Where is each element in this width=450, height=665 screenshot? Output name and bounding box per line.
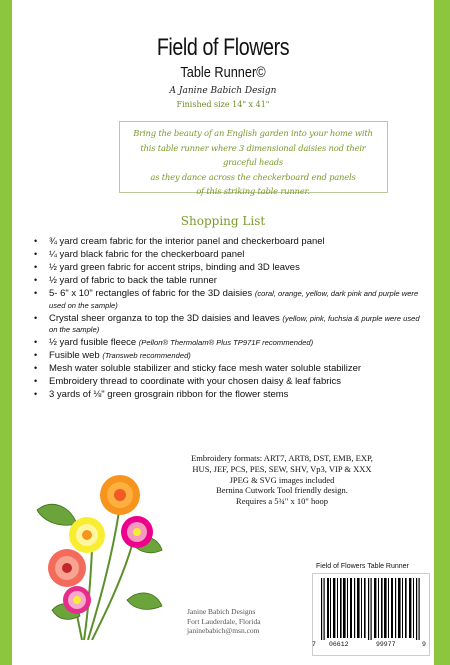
intro-line: Bring the beauty of an English garden into your home with <box>133 128 373 138</box>
bullet-icon: • <box>34 236 38 246</box>
bullet-icon: • <box>34 389 38 399</box>
list-item <box>32 275 427 287</box>
bullet-icon: • <box>34 312 38 323</box>
item-note: (yellow, pink, fuchsia & purple were used on the sample) <box>49 313 420 334</box>
daisy-pink <box>121 516 153 548</box>
item-text: ¼ yard black fabric for the checkerboard panel <box>49 249 245 260</box>
formats-line: Embroidery formats: ART7, ART8, DST, EMB, EXP, <box>191 453 373 463</box>
list-item <box>32 262 427 274</box>
daisy-coral <box>48 549 86 587</box>
bullet-icon: • <box>34 275 38 285</box>
list-item <box>32 389 427 401</box>
company-name: Janine Babich Designs <box>187 607 256 616</box>
daisy-center <box>82 530 92 540</box>
item-text: ¾ yard cream fabric for the interior panel and checkerboard panel <box>49 236 325 247</box>
bullet-icon: • <box>34 288 38 298</box>
bullet-icon: • <box>34 363 38 373</box>
barcode-group-1: 06612 <box>329 641 349 648</box>
barcode-digit-first: 7 <box>312 641 316 648</box>
leaf-shape <box>127 593 162 609</box>
daisy-center <box>62 563 72 573</box>
bullet-icon: • <box>34 376 38 386</box>
page <box>12 0 434 665</box>
list-item <box>32 249 427 261</box>
designer-credit: A Janine Babich Design <box>169 86 277 96</box>
intro-line: this table runner where 3 dimensional daisies nod their graceful heads <box>140 142 366 167</box>
list-item <box>32 313 427 336</box>
list-item <box>32 376 427 388</box>
formats-line: Bernina Cutwork Tool friendly design. <box>216 485 348 496</box>
list-item <box>32 363 427 375</box>
shopping-list <box>32 236 427 402</box>
formats-line: JPEG & SVG images included <box>229 474 335 485</box>
bullet-icon: • <box>34 350 38 360</box>
list-item <box>32 288 427 311</box>
page-title: Field of Flowers <box>156 34 290 61</box>
daisy-center <box>73 596 81 604</box>
embroidery-formats <box>177 453 387 507</box>
item-text: Crystal sheer organza to top the 3D daisies and leaves <box>49 312 283 324</box>
item-text: Embroidery thread to coordinate with your chosen daisy & leaf fabrics <box>49 376 342 387</box>
item-text: Mesh water soluble stabilizer and sticky face mesh water soluble stabilizer <box>49 363 362 374</box>
list-item <box>32 337 427 349</box>
list-item <box>32 236 427 248</box>
item-text: ½ yard of fabric to back the table runner <box>49 275 217 286</box>
shopping-list-heading: Shopping List <box>180 214 266 228</box>
leaf-shape <box>37 504 77 525</box>
daisy-orange <box>100 475 140 515</box>
formats-line: Requires a 5¾" x 10" hoop <box>236 496 328 507</box>
intro-line: of this striking table runner. <box>196 186 310 196</box>
item-text: ½ yard green fabric for accent strips, binding and 3D leaves <box>49 262 300 273</box>
list-item <box>32 350 427 362</box>
formats-line: HUS, JEF, PCS, PES, SEW, SHV, Vp3, VIP & XXX <box>192 463 372 474</box>
item-text: ½ yard fusible fleece <box>49 337 139 348</box>
item-text: 3 yards of ⅛" green grosgrain ribbon for the flower stems <box>49 389 289 400</box>
intro-text <box>125 126 381 199</box>
barcode-digit-last: 9 <box>422 641 426 648</box>
contact-block <box>187 607 267 636</box>
item-note: (Pellon® Thermolam® Plus TP971F recommended) <box>138 338 314 347</box>
bullet-icon: • <box>34 262 38 272</box>
company-city: Fort Lauderdale, Florida <box>187 616 261 626</box>
barcode-group-2: 99977 <box>376 641 396 648</box>
daisy-illustration <box>32 440 167 640</box>
finished-size: Finished size 14" x 41" <box>176 100 270 109</box>
company-email: janinebabich@msn.com <box>187 626 260 635</box>
item-text: 5- 6" x 10" rectangles of fabric for the 3D daisies <box>49 288 255 299</box>
page-subtitle: Table Runner© <box>180 64 266 81</box>
daisy-center <box>114 489 126 501</box>
intro-line: as they dance across the checkerboard end panels <box>150 171 356 182</box>
barcode-bars <box>319 578 423 640</box>
barcode-label: Field of Flowers Table Runner <box>316 563 409 570</box>
item-text: Fusible web <box>49 350 103 361</box>
daisy-center <box>133 528 141 536</box>
daisy-purple <box>63 586 91 614</box>
bullet-icon: • <box>34 249 38 259</box>
daisy-yellow <box>69 517 105 553</box>
item-note: (Transweb recommended) <box>102 351 191 360</box>
bullet-icon: • <box>34 337 38 347</box>
item-note: (coral, orange, yellow, dark pink and purple were used on the sample) <box>49 289 419 310</box>
